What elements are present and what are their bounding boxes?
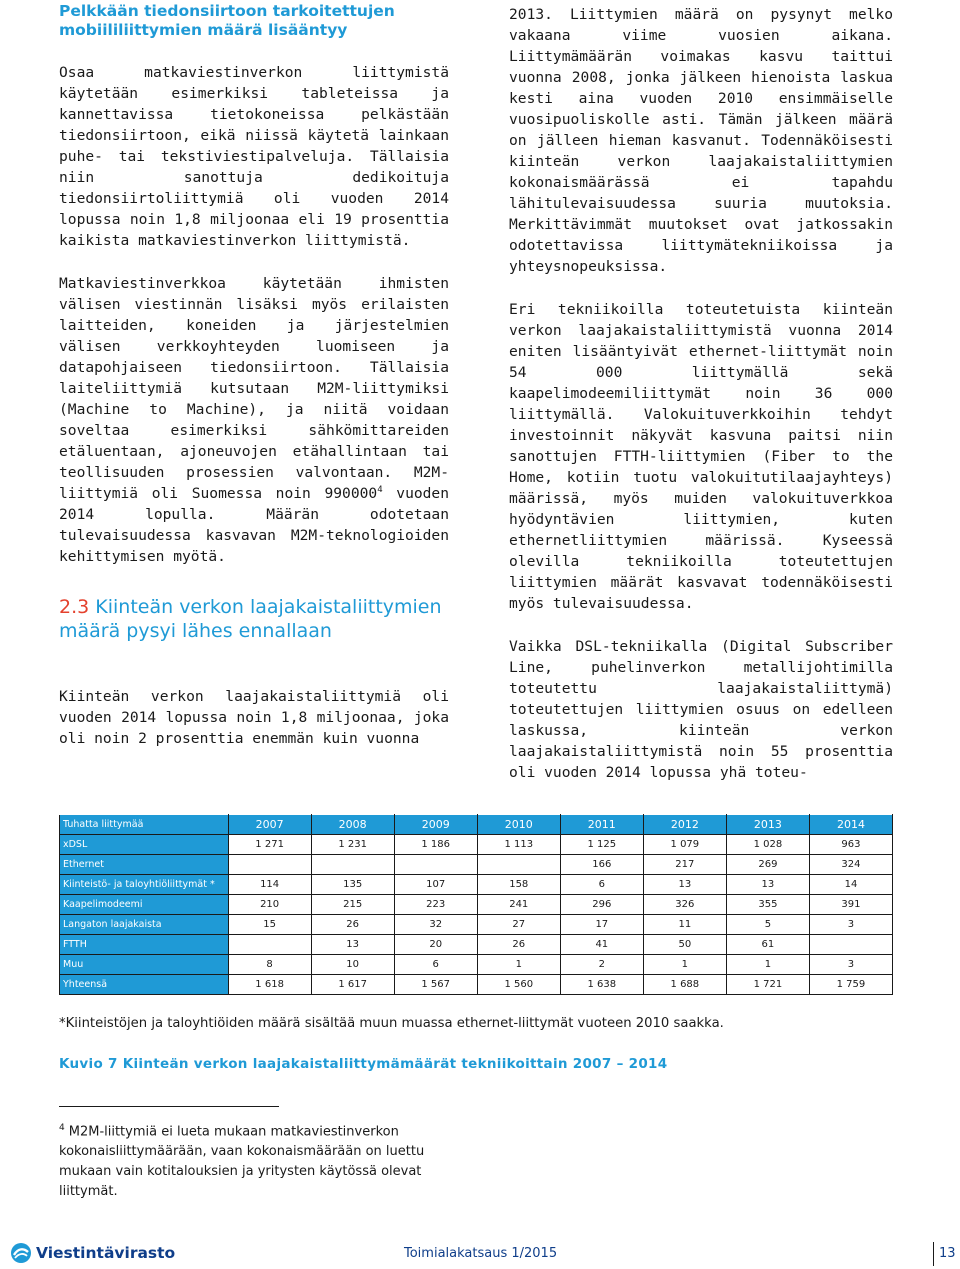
section-heading-2-3	[59, 595, 449, 643]
table-cell: 166	[560, 855, 643, 875]
row-label: xDSL	[60, 835, 229, 855]
table-cell: 1	[477, 955, 560, 975]
paragraph-m2m-text-b: vuoden 2014 lopulla. Määrän odotetaan tulevaisuudessa kasvavan M2M-teknologioiden kehittymisen myötä.	[59, 485, 449, 565]
row-label: Kiinteistö- ja taloyhtiöliittymät *	[60, 875, 229, 895]
table-cell: 114	[228, 875, 311, 895]
table-cell: 1	[643, 955, 726, 975]
table-cell: 223	[394, 895, 477, 915]
paragraph-dsl: Vaikka DSL-tekniikalla (Digital Subscriber Line, puhelinverkon metallijohtimilla toteutettu laajakaistaliittymä) toteutettujen liittymien osuus on edelleen laskussa, kiinteän verkon laajakaistaliittymistä noin 55 prosenttia oli vuoden 2014 lopussa yhä toteu-	[509, 638, 893, 781]
table-cell: 17	[560, 915, 643, 935]
logo-swirl-icon	[10, 1242, 32, 1264]
table-cell: 1 231	[311, 835, 394, 855]
table-cell: 3	[809, 955, 892, 975]
page-number: 13	[939, 1246, 956, 1261]
table-cell: 107	[394, 875, 477, 895]
year-header: 2012	[643, 815, 726, 835]
footnote-text: M2M-liittymiä ei lueta mukaan matkaviestinverkon kokonaisliittymäärään, vaan kokonaismäärään on luettu mukaan vain kotitalouksien ja yritysten käytössä olevat liittymät.	[59, 1124, 425, 1200]
table-cell: 41	[560, 935, 643, 955]
table-cell: 50	[643, 935, 726, 955]
table-cell: 215	[311, 895, 394, 915]
table-cell: 13	[311, 935, 394, 955]
row-label: Muu	[60, 955, 229, 975]
table-cell	[228, 855, 311, 875]
logo-text: Viestintävirasto	[36, 1244, 176, 1262]
paragraph-m2m-text-a: Matkaviestinverkkoa käytetään ihmisten välisen viestinnän lisäksi myös erilaisten laitteiden, koneiden ja järjestelmien välisen verkkoyhteyden luomiseen ja datapohjaiseen tiedonsiirtoon. Tällaisia laiteliittymiä kutsutaan M2M-liittymiksi (Machine to Machine), ja niitä voidaan soveltaa esimerkiksi sähkömittareiden etäluentaan, ajoneuvojen etähallintaan tai teollisuuden prosessien valvontaan. M2M-liittymiä oli Suomessa noin 990000	[59, 275, 449, 502]
table-cell: 1 721	[726, 975, 809, 995]
table-cell	[809, 935, 892, 955]
table-cell: 32	[394, 915, 477, 935]
table-cell: 20	[394, 935, 477, 955]
table-note: *Kiinteistöjen ja taloyhtiöiden määrä sisältää muun muassa ethernet-liittymät vuoteen 2010 saakka.	[59, 1016, 724, 1031]
table-cell: 269	[726, 855, 809, 875]
table-cell: 296	[560, 895, 643, 915]
table-row	[60, 875, 893, 895]
right-column	[509, 4, 893, 783]
table-cell: 1 028	[726, 835, 809, 855]
table-cell: 27	[477, 915, 560, 935]
footnote-divider	[59, 1106, 279, 1107]
viestintavirasto-logo	[10, 1242, 175, 1264]
table-cell: 10	[311, 955, 394, 975]
table-cell: 5	[726, 915, 809, 935]
table-row	[60, 955, 893, 975]
table-cell: 13	[726, 875, 809, 895]
table-cell	[228, 935, 311, 955]
table-cell: 3	[809, 915, 892, 935]
footer-divider	[933, 1242, 934, 1266]
table-cell: 1 271	[228, 835, 311, 855]
table-cell: 1 617	[311, 975, 394, 995]
table-row	[60, 935, 893, 955]
table-cell: 241	[477, 895, 560, 915]
left-column-lower	[59, 686, 449, 749]
table-row	[60, 975, 893, 995]
year-header: 2007	[228, 815, 311, 835]
row-label: Ethernet	[60, 855, 229, 875]
table-row	[60, 915, 893, 935]
table-cell: 1 125	[560, 835, 643, 855]
broadband-subscriptions-table	[59, 814, 893, 995]
paragraph-ethernet-growth: Eri tekniikoilla toteutetuista kiinteän verkon laajakaistaliittymistä vuonna 2014 eniten lisääntyivät ethernet-liittymät noin 54 000 liittymällä sekä kaapelimodeemiliittymät noin 36 000 liittymällä. Valokuituverkkoihin tehdyt investoinnit näkyvät kasvuna paitsi niin sanottujen FTTH-liittymien (Fiber to the Home, kotiin tuotu valokuitutilaajayhteys) määrissä, myös muiden valokuituverkkoa hyödyntävien liittymien, kuten ethernetliittymien määrissä. Kyseessä olevilla tekniikoilla toteutettujen liittymien määrät kasvavat todennäköisesti myös tulevaisuudessa.	[509, 301, 893, 612]
table-cell: 326	[643, 895, 726, 915]
table-cell: 1 618	[228, 975, 311, 995]
table-cell: 324	[809, 855, 892, 875]
table-cell: 1 186	[394, 835, 477, 855]
table-cell: 13	[643, 875, 726, 895]
table-cell: 1 567	[394, 975, 477, 995]
table-cell: 210	[228, 895, 311, 915]
table-cell	[477, 855, 560, 875]
year-header: 2011	[560, 815, 643, 835]
year-header: 2013	[726, 815, 809, 835]
footnote	[59, 1118, 439, 1202]
table-cell: 217	[643, 855, 726, 875]
table-cell: 1 688	[643, 975, 726, 995]
year-header: 2008	[311, 815, 394, 835]
year-header: 2014	[809, 815, 892, 835]
table-cell: 14	[809, 875, 892, 895]
table-cell: 26	[311, 915, 394, 935]
table-cell	[394, 855, 477, 875]
table-cell	[311, 855, 394, 875]
row-label: Langaton laajakaista	[60, 915, 229, 935]
table-cell: 391	[809, 895, 892, 915]
footnote-reference[interactable]: 4	[377, 485, 383, 496]
row-label: Kaapelimodeemi	[60, 895, 229, 915]
row-label: FTTH	[60, 935, 229, 955]
table-row	[60, 895, 893, 915]
paragraph-m2m	[59, 273, 449, 567]
table-cell: 355	[726, 895, 809, 915]
figure-caption: Kuvio 7 Kiinteän verkon laajakaistaliittymämäärät tekniikoittain 2007 – 2014	[59, 1056, 668, 1072]
paragraph-data-subscriptions: Osaa matkaviestinverkon liittymistä käytetään esimerkiksi tableteissa ja kannettavissa tietokoneissa pelkästään tiedonsiirtoon, eikä niissä käytetä lainkaan puhe- tai tekstiviestipalveluja. Tällaisia niin sanottuja dedikoituja tiedonsiirtoliittymiä oli vuoden 2014 lopussa noin 1,8 miljoonaa eli 19 prosenttia kaikista matkaviestinverkon liittymistä.	[59, 64, 449, 249]
section-title: Kiinteän verkon laajakaistaliittymien määrä pysyi lähes ennallaan	[59, 596, 442, 642]
footnote-mark: 4	[59, 1123, 65, 1133]
table-cell: 963	[809, 835, 892, 855]
table-row	[60, 835, 893, 855]
table-cell: 1 079	[643, 835, 726, 855]
table-cell: 2	[560, 955, 643, 975]
table-cell: 1 638	[560, 975, 643, 995]
table-header-label: Tuhatta liittymää	[60, 815, 229, 835]
table-cell: 135	[311, 875, 394, 895]
subheading-mobile-data: Pelkkään tiedonsiirtoon tarkoitettujen mobiililiittymien määrä lisääntyy	[59, 2, 395, 39]
table-cell: 61	[726, 935, 809, 955]
table-cell: 1 759	[809, 975, 892, 995]
table-header-row	[60, 815, 893, 835]
table-cell: 6	[394, 955, 477, 975]
table-cell: 1	[726, 955, 809, 975]
paragraph-fixed-broadband: Kiinteän verkon laajakaistaliittymiä oli vuoden 2014 lopussa noin 1,8 miljoonaa, joka oli noin 2 prosenttia enemmän kuin vuonna	[59, 688, 449, 747]
year-header: 2009	[394, 815, 477, 835]
table-row	[60, 855, 893, 875]
year-header: 2010	[477, 815, 560, 835]
table-cell: 15	[228, 915, 311, 935]
section-number: 2.3	[59, 596, 90, 618]
publication-name: Toimialakatsaus 1/2015	[404, 1246, 558, 1261]
table-cell: 1 113	[477, 835, 560, 855]
table-cell: 11	[643, 915, 726, 935]
table-cell: 6	[560, 875, 643, 895]
table-cell: 1 560	[477, 975, 560, 995]
paragraph-stability: 2013. Liittymien määrä on pysynyt melko vakaana viime vuosien aikana. Liittymämäärän voimakas kasvu taittui vuonna 2008, jonka jälkeen hienoista laskua kesti aina vuoden 2010 ensimmäiselle vuosipuoliskolle asti. Tämän jälkeen määrä on jälleen hieman kasvanut. Todennäköisesti kiinteän verkon laajakaistaliittymien kokonaismäärässä ei tapahdu lähitulevaisuudessa suuria muutoksia. Merkittävimmät muutokset ovat jatkossakin odotettavissa liittymätekniikoissa ja yhteysnopeuksissa.	[509, 6, 893, 275]
row-label: Yhteensä	[60, 975, 229, 995]
table-cell: 8	[228, 955, 311, 975]
table-cell: 26	[477, 935, 560, 955]
table-cell: 158	[477, 875, 560, 895]
left-column	[59, 0, 449, 567]
